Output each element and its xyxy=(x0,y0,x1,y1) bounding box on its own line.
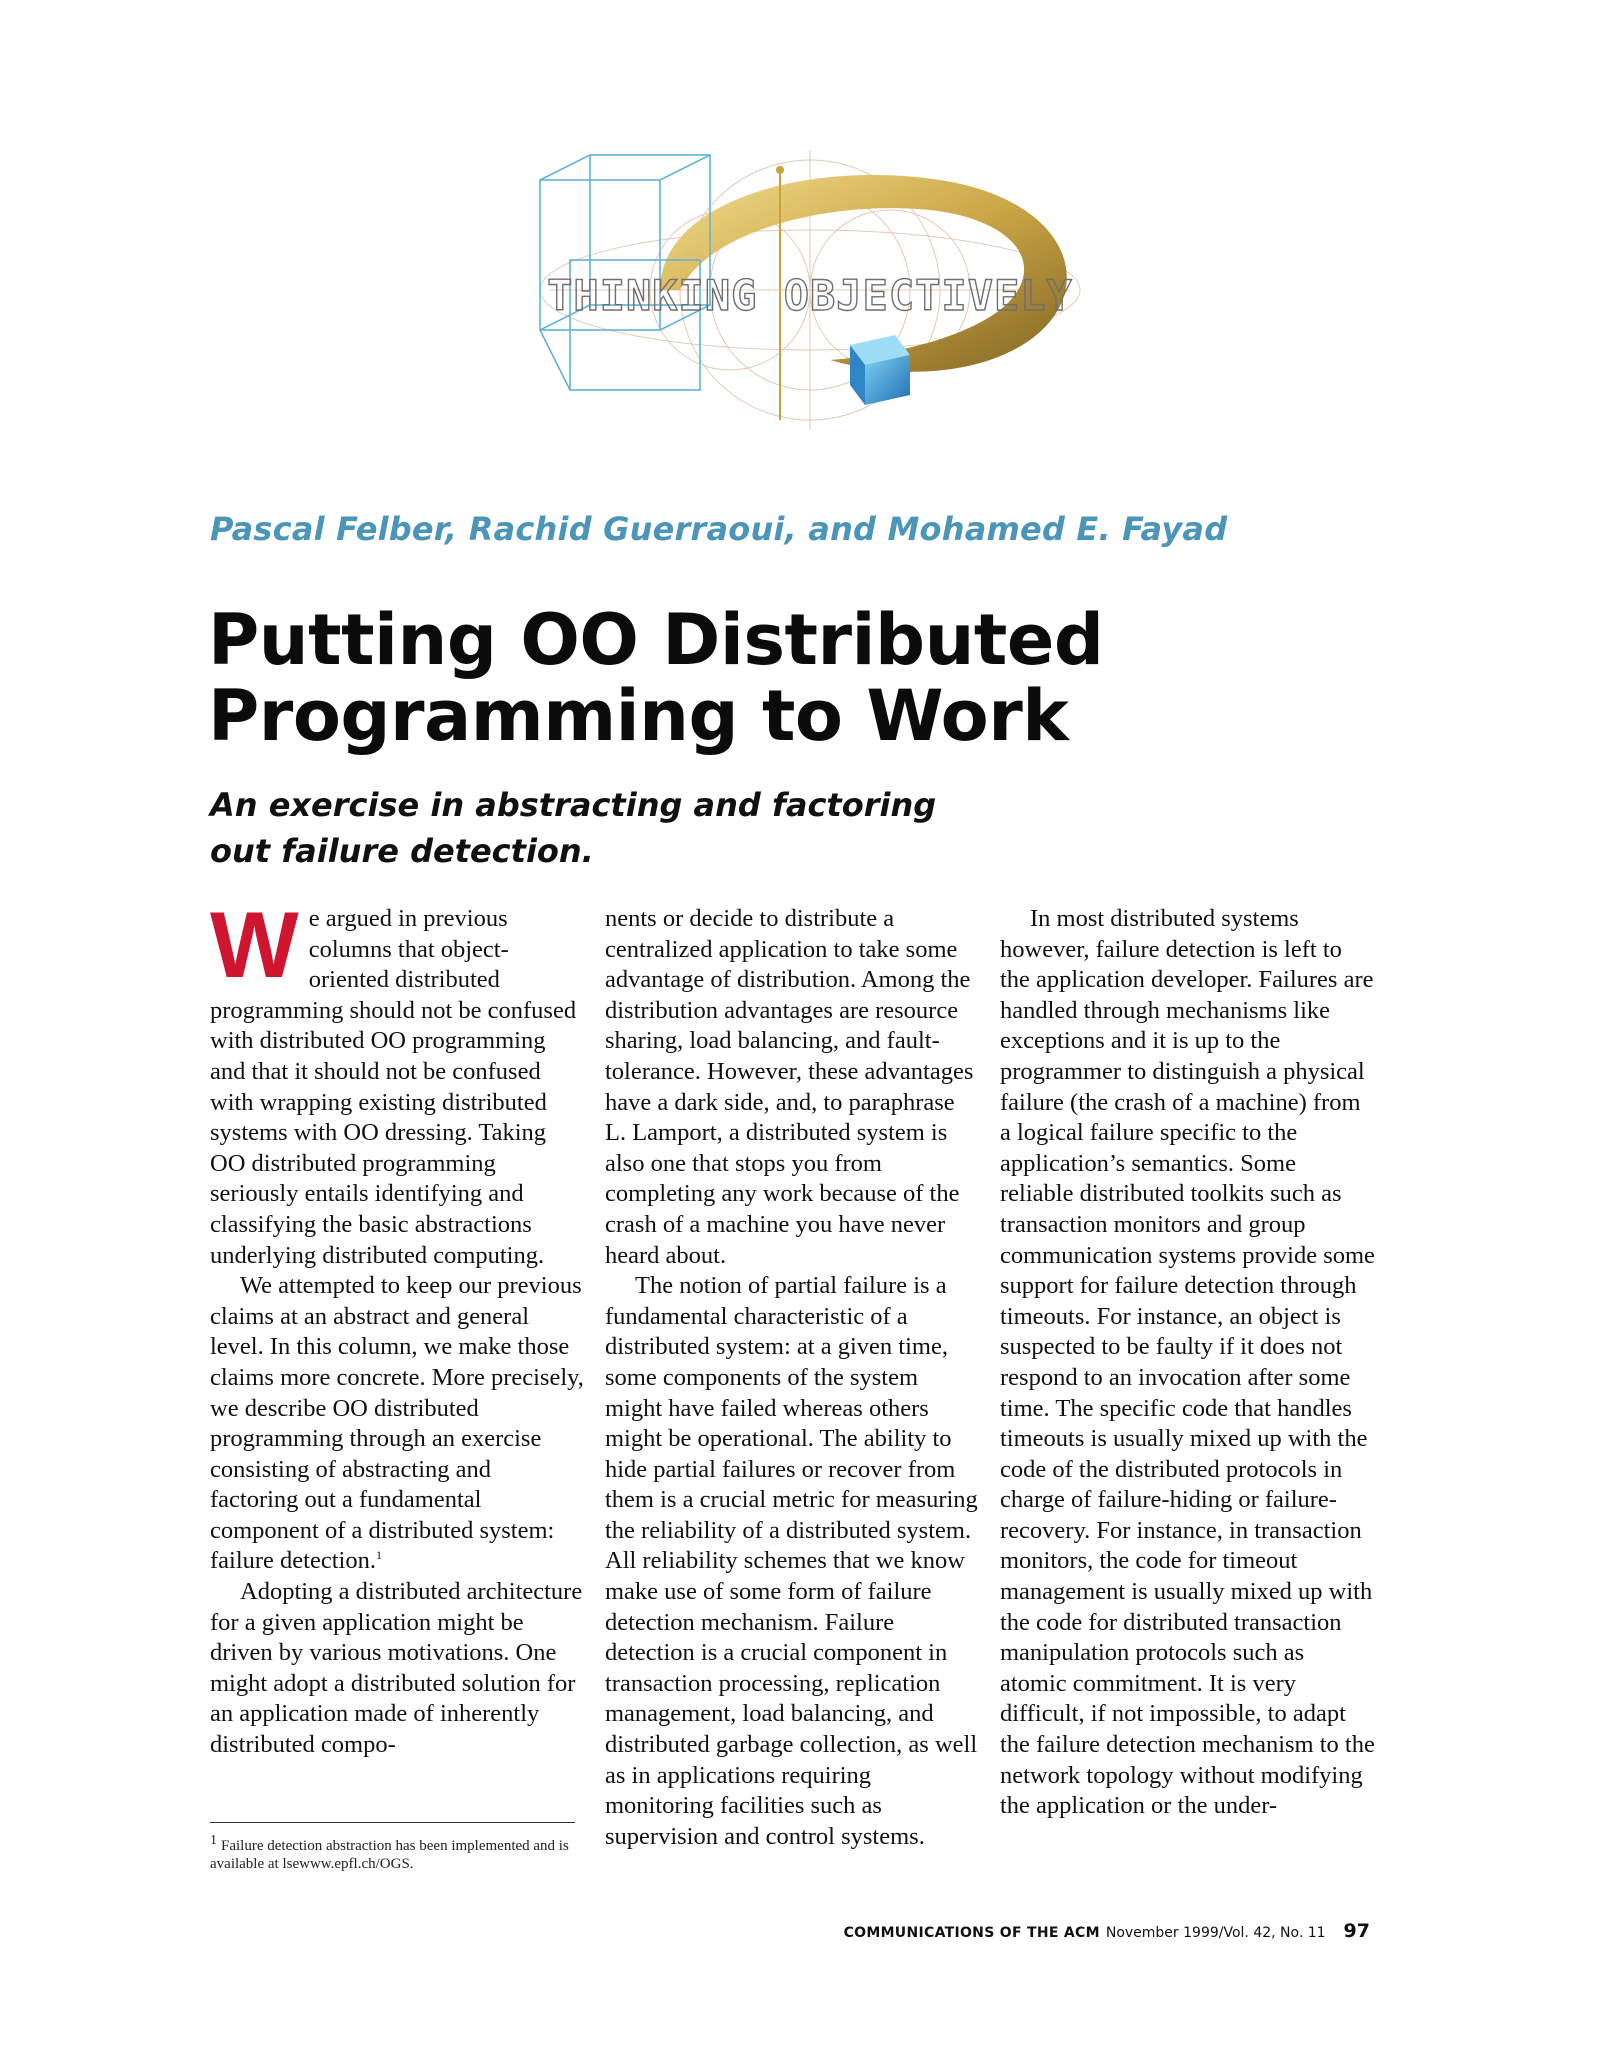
body-column-1 xyxy=(210,892,585,1761)
footnote-reference[interactable]: 1 xyxy=(375,1548,382,1563)
body-column-3 xyxy=(1000,904,1375,1822)
paragraph xyxy=(210,1577,585,1761)
paragraph-text: We attempted to keep our previous claims at an abstract and general level. In this column, we make those claims more concrete. More precisely, we describe OO distributed programming through an exercise consisting of abstracting and factoring out a fundamental component of a distributed system: failure detection. xyxy=(210,1272,584,1575)
article-title xyxy=(208,599,1358,757)
article-deck xyxy=(210,782,1010,874)
paragraph xyxy=(605,1271,980,1852)
paragraph-text: e argued in previous columns that object-oriented distributed programming should not be confused with distributed OO programming and that it should not be confused with wrapping existing distributed systems with OO dressing. Taking OO distributed programming seriously entails identifying and classifying the basic abstractions underlying distributed computing. xyxy=(210,905,577,1269)
paragraph-text: In most distributed systems however, failure detection is left to the application developer. Failures are handled through mechanisms like exceptions and it is up to the programmer to distinguish a physical failure (the crash of a machine) from a logical failure specific to the application’s semantics. Some reliable distributed toolkits such as transaction monitors and group communication systems provide some support for failure detection through timeouts. For instance, an object is suspected to be faulty if it does not respond to an invocation after some time. The specific code that handles timeouts is usually mixed up with the code of the distributed protocols in charge of failure-hiding or failure-recovery. For instance, in transaction monitors, the code for timeout management is usually mixed up with the code for distributed transaction manipulation protocols such as atomic commitment. It is very difficult, if not impossible, to adapt the failure detection mechanism to the network topology without modifying the application or the under- xyxy=(1000,905,1375,1820)
paragraph xyxy=(605,904,980,1271)
authors-byline: Pascal Felber, Rachid Guerraoui, and Mohamed E. Fayad xyxy=(210,510,1228,548)
drop-cap: W xyxy=(210,892,299,997)
thinking-objectively-logo xyxy=(510,140,1110,440)
logo-text: THINKING OBJECTIVELY xyxy=(547,271,1073,320)
footnote-mark: 1 xyxy=(210,1833,217,1848)
footnote xyxy=(210,1822,575,1873)
page-footer xyxy=(700,1920,1370,1942)
journal-name: COMMUNICATIONS OF THE ACM xyxy=(843,1925,1100,1941)
paragraph-text: nents or decide to distribute a centralized application to take some advantage of distribution. Among the distribution advantages are resource sharing, load balancing, and fault-tolerance. However, these advantages have a dark side, and, to paraphrase L. Lamport, a distributed system is also one that stops you from completing any work because of the crash of a machine you have never heard about. xyxy=(605,905,974,1269)
paragraph-text: Adopting a distributed architecture for a given application might be driven by various motivations. One might adopt a distributed solution for an application made of inherently distributed compo- xyxy=(210,1578,583,1759)
paragraph-text: The notion of partial failure is a fundamental characteristic of a distributed system: at a given time, some components of the system might have failed whereas others might be operational. The ability to hide partial failures or recover from them is a crucial metric for measuring the reliability of a distributed system. All reliability schemes that we know make use of some form of failure detection mechanism. Failure detection is a crucial component in transaction processing, replication management, load balancing, and distributed garbage collection, as well as in applications requiring monitoring facilities such as supervision and control systems. xyxy=(605,1272,978,1850)
deck-line-1: An exercise in abstracting and factoring xyxy=(210,786,937,824)
page-number: 97 xyxy=(1343,1920,1370,1942)
paragraph xyxy=(1000,904,1375,1822)
issue-info: November 1999/Vol. 42, No. 11 xyxy=(1105,1925,1326,1941)
footnote-text: Failure detection abstraction has been implemented and is available at lsewww.epfl.ch/OGS. xyxy=(210,1838,569,1872)
title-line-2: Programming to Work xyxy=(208,675,1069,757)
title-line-1: Putting OO Distributed xyxy=(208,599,1104,681)
paragraph xyxy=(210,892,585,1271)
body-column-2 xyxy=(605,904,980,1852)
paragraph xyxy=(210,1271,585,1577)
axis-knob xyxy=(776,166,784,174)
blue-cube xyxy=(850,335,910,405)
deck-line-2: out failure detection. xyxy=(210,832,594,870)
column-banner xyxy=(510,140,1110,440)
